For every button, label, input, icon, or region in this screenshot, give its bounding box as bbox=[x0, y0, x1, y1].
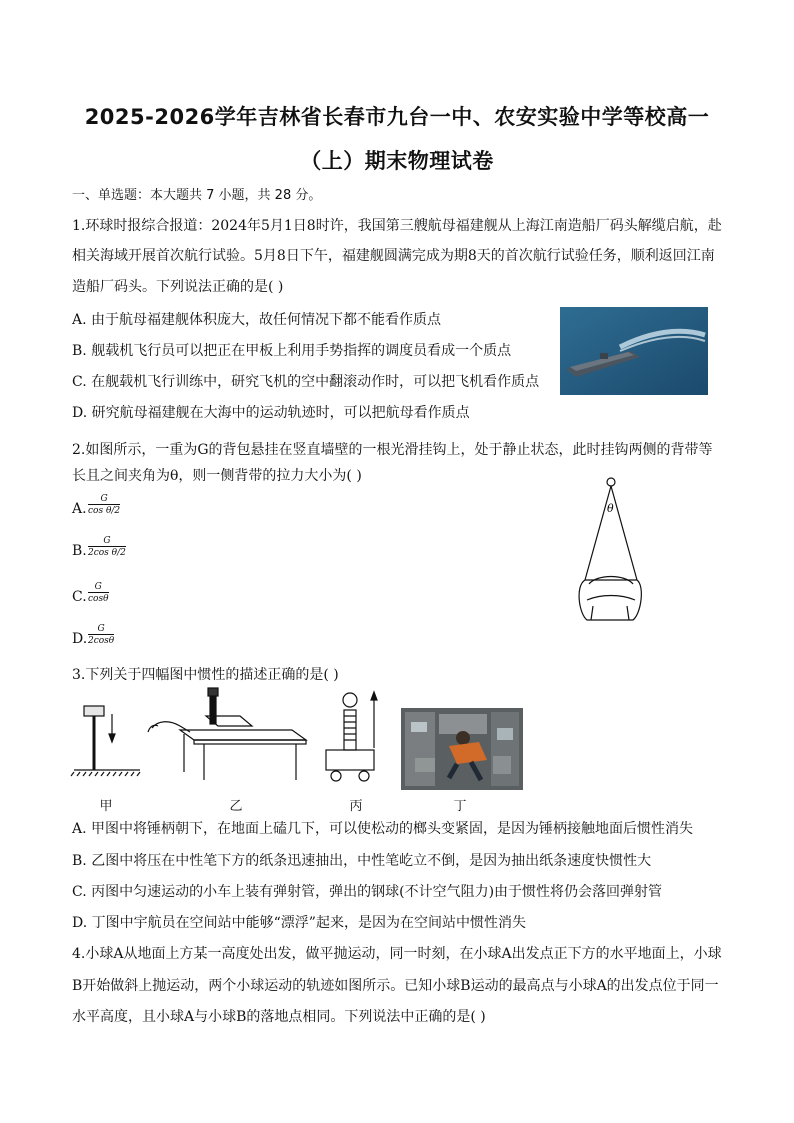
exam-title-line1: 2025-2026学年吉林省长春市九台一中、农安实验中学等校高一 bbox=[84, 105, 710, 129]
theta-label: θ bbox=[607, 502, 614, 515]
q1-option-a: A. 由于航母福建舰体积庞大，故任何情况下都不能看作质点 bbox=[72, 312, 442, 328]
q2-option-a-numerator: G bbox=[100, 494, 108, 504]
fig-label-yi: 乙 bbox=[229, 799, 243, 814]
q4-stem-line2: B开始做斜上抛运动，两个小球运动的轨迹如图所示。已知小球B运动的最高点与小球A的出发点位于同一 bbox=[72, 978, 719, 994]
q1-stem-line3: 造船厂码头。下列说法正确的是( ) bbox=[72, 279, 284, 295]
q3-option-d: D. 丁图中宇航员在空间站中能够“漂浮”起来，是因为在空间站中惯性消失 bbox=[72, 915, 526, 931]
q2-option-a-label: A. bbox=[72, 501, 87, 517]
q2-option-a-fraction bbox=[88, 494, 120, 516]
hammer-figure bbox=[70, 694, 142, 778]
q4-stem-line3: 水平高度，且小球A与小球B的落地点相同。下列说法中正确的是( ) bbox=[72, 1009, 486, 1025]
q2-stem-line1: 2.如图所示，一重为G的背包悬挂在竖直墙壁的一根光滑挂钩上，处于静止状态，此时挂钩两侧的背带等 bbox=[72, 442, 713, 458]
section-heading: 一、单选题：本大题共 7 小题，共 28 分。 bbox=[72, 188, 322, 203]
q1-stem-line2: 相关海域开展首次航行试验。5月8日下午，福建舰圆满完成为期8天的首次航行试验任务，顺利返回江南 bbox=[72, 248, 715, 264]
q2-option-c-fraction bbox=[88, 582, 109, 604]
q2-option-c-denominator: cosθ bbox=[88, 594, 109, 604]
q2-stem-line2: 长且之间夹角为θ，则一侧背带的拉力大小为( ) bbox=[72, 468, 362, 484]
q2-option-c-label: C. bbox=[72, 589, 87, 605]
q1-stem-line1: 1.环球时报综合报道：2024年5月1日8时许，我国第三艘航母福建舰从上海江南造船厂码头解缆启航，赴 bbox=[72, 218, 722, 234]
q2-option-b-numerator: G bbox=[103, 536, 111, 546]
q3-option-b: B. 乙图中将压在中性笔下方的纸条迅速抽出，中性笔屹立不倒，是因为抽出纸条速度快惯性大 bbox=[72, 853, 652, 869]
q1-option-b: B. 舰载机飞行员可以把正在甲板上利用手势指挥的调度员看成一个质点 bbox=[72, 343, 512, 359]
q1-option-d: D. 研究航母福建舰在大海中的运动轨迹时，可以把航母看作质点 bbox=[72, 405, 470, 421]
pen-paper-figure bbox=[144, 686, 312, 782]
space-station-photo bbox=[401, 708, 523, 790]
aircraft-carrier-photo bbox=[560, 307, 708, 395]
fig-label-ding: 丁 bbox=[453, 799, 467, 814]
q2-option-c-numerator: G bbox=[94, 582, 102, 592]
q2-option-b-label: B. bbox=[72, 543, 87, 559]
q3-option-c: C. 丙图中匀速运动的小车上装有弹射管，弹出的钢球(不计空气阻力)由于惯性将仍会落回弹射管 bbox=[72, 884, 663, 900]
q2-option-a-denominator: cos θ/2 bbox=[88, 506, 121, 516]
q4-stem-line1: 4.小球A从地面上方某一高度处出发，做平抛运动，同一时刻，在小球A出发点正下方的水平地面上，小球 bbox=[72, 946, 722, 962]
q2-option-b-denominator: 2cos θ/2 bbox=[88, 548, 126, 558]
q3-option-a: A. 甲图中将锤柄朝下，在地面上磕几下，可以使松动的榔头变紧固，是因为锤柄接触地面后惯性消失 bbox=[72, 821, 694, 837]
q1-option-c: C. 在舰载机飞行训练中，研究飞机的空中翻滚动作时，可以把飞机看作质点 bbox=[72, 374, 540, 390]
exam-title-line2: （上）期末物理试卷 bbox=[300, 149, 494, 173]
fig-label-bing: 丙 bbox=[349, 799, 363, 814]
q2-option-d-numerator: G bbox=[97, 624, 105, 634]
q2-option-b-fraction bbox=[88, 536, 126, 558]
backpack-hook-diagram bbox=[575, 474, 655, 624]
cart-launcher-figure bbox=[320, 690, 384, 786]
q2-option-d-label: D. bbox=[72, 631, 88, 647]
fig-label-jia: 甲 bbox=[99, 799, 113, 814]
q2-option-d-fraction bbox=[88, 624, 114, 646]
q3-stem: 3.下列关于四幅图中惯性的描述正确的是( ) bbox=[72, 667, 339, 683]
q2-option-d-denominator: 2cosθ bbox=[88, 636, 115, 646]
